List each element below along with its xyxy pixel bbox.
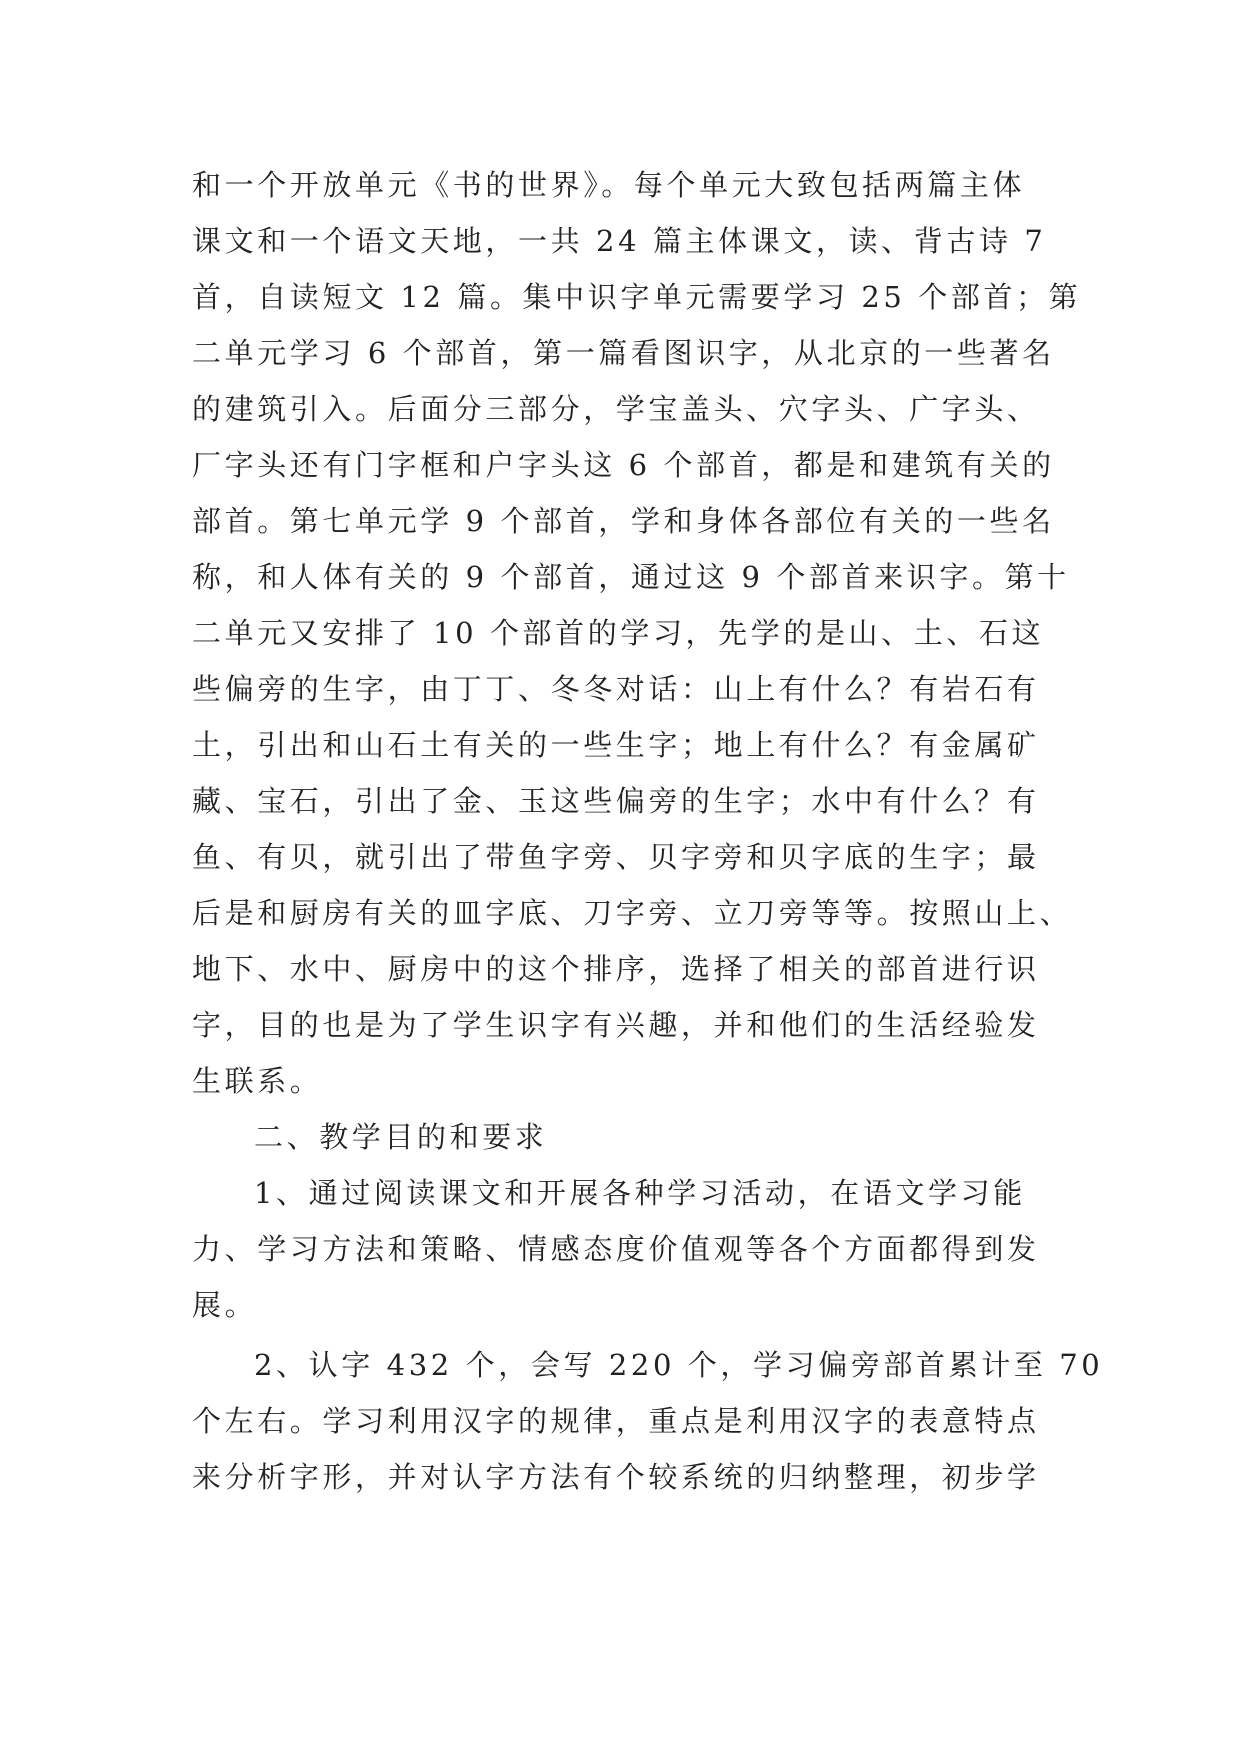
text-line: 鱼、有贝，就引出了带鱼字旁、贝字旁和贝字底的生字；最	[192, 840, 1040, 874]
text-line: 字，目的也是为了学生识字有兴趣，并和他们的生活经验发	[192, 1008, 1040, 1042]
text-line: 首，自读短文 12 篇。集中识字单元需要学习 25 个部首；第	[192, 280, 1082, 314]
text-line: 土，引出和山石土有关的一些生字；地上有什么？有金属矿	[192, 728, 1040, 762]
text-line: 部首。第七单元学 9 个部首，学和身体各部位有关的一些名	[192, 504, 1055, 538]
text-line: 厂字头还有门字框和户字头这 6 个部首，都是和建筑有关的	[192, 448, 1055, 482]
text-line: 生联系。	[192, 1064, 323, 1098]
text-line: 二单元又安排了 10 个部首的学习，先学的是山、土、石这	[192, 616, 1045, 650]
text-line: 藏、宝石，引出了金、玉这些偏旁的生字；水中有什么？有	[192, 784, 1040, 818]
text-line: 的建筑引入。后面分三部分，学宝盖头、穴字头、广字头、	[192, 392, 1040, 426]
text-line: 展。	[192, 1288, 258, 1322]
section-heading: 二、教学目的和要求	[254, 1120, 548, 1154]
text-line: 些偏旁的生字，由丁丁、冬冬对话：山上有什么？有岩石有	[192, 672, 1040, 706]
text-line: 称，和人体有关的 9 个部首，通过这 9 个部首来识字。第十	[192, 560, 1070, 594]
text-line: 个左右。学习利用汉字的规律，重点是利用汉字的表意特点	[192, 1404, 1040, 1438]
text-line: 来分析字形，并对认字方法有个较系统的归纳整理，初步学	[192, 1460, 1040, 1494]
text-line: 地下、水中、厨房中的这个排序，选择了相关的部首进行识	[192, 952, 1040, 986]
text-line: 后是和厨房有关的皿字底、刀字旁、立刀旁等等。按照山上、	[192, 896, 1073, 930]
text-line: 1、通过阅读课文和开展各种学习活动，在语文学习能	[254, 1176, 1026, 1210]
text-line: 和一个开放单元《书的世界》。每个单元大致包括两篇主体	[192, 168, 1026, 202]
body-text	[192, 157, 1104, 1505]
text-line: 二单元学习 6 个部首，第一篇看图识字，从北京的一些著名	[192, 336, 1055, 370]
text-line: 2、认字 432 个，会写 220 个，学习偏旁部首累计至 70	[254, 1348, 1104, 1382]
text-line: 课文和一个语文天地，一共 24 篇主体课文，读、背古诗 7	[192, 224, 1047, 258]
text-line: 力、学习方法和策略、情感态度价值观等各个方面都得到发	[192, 1232, 1040, 1266]
